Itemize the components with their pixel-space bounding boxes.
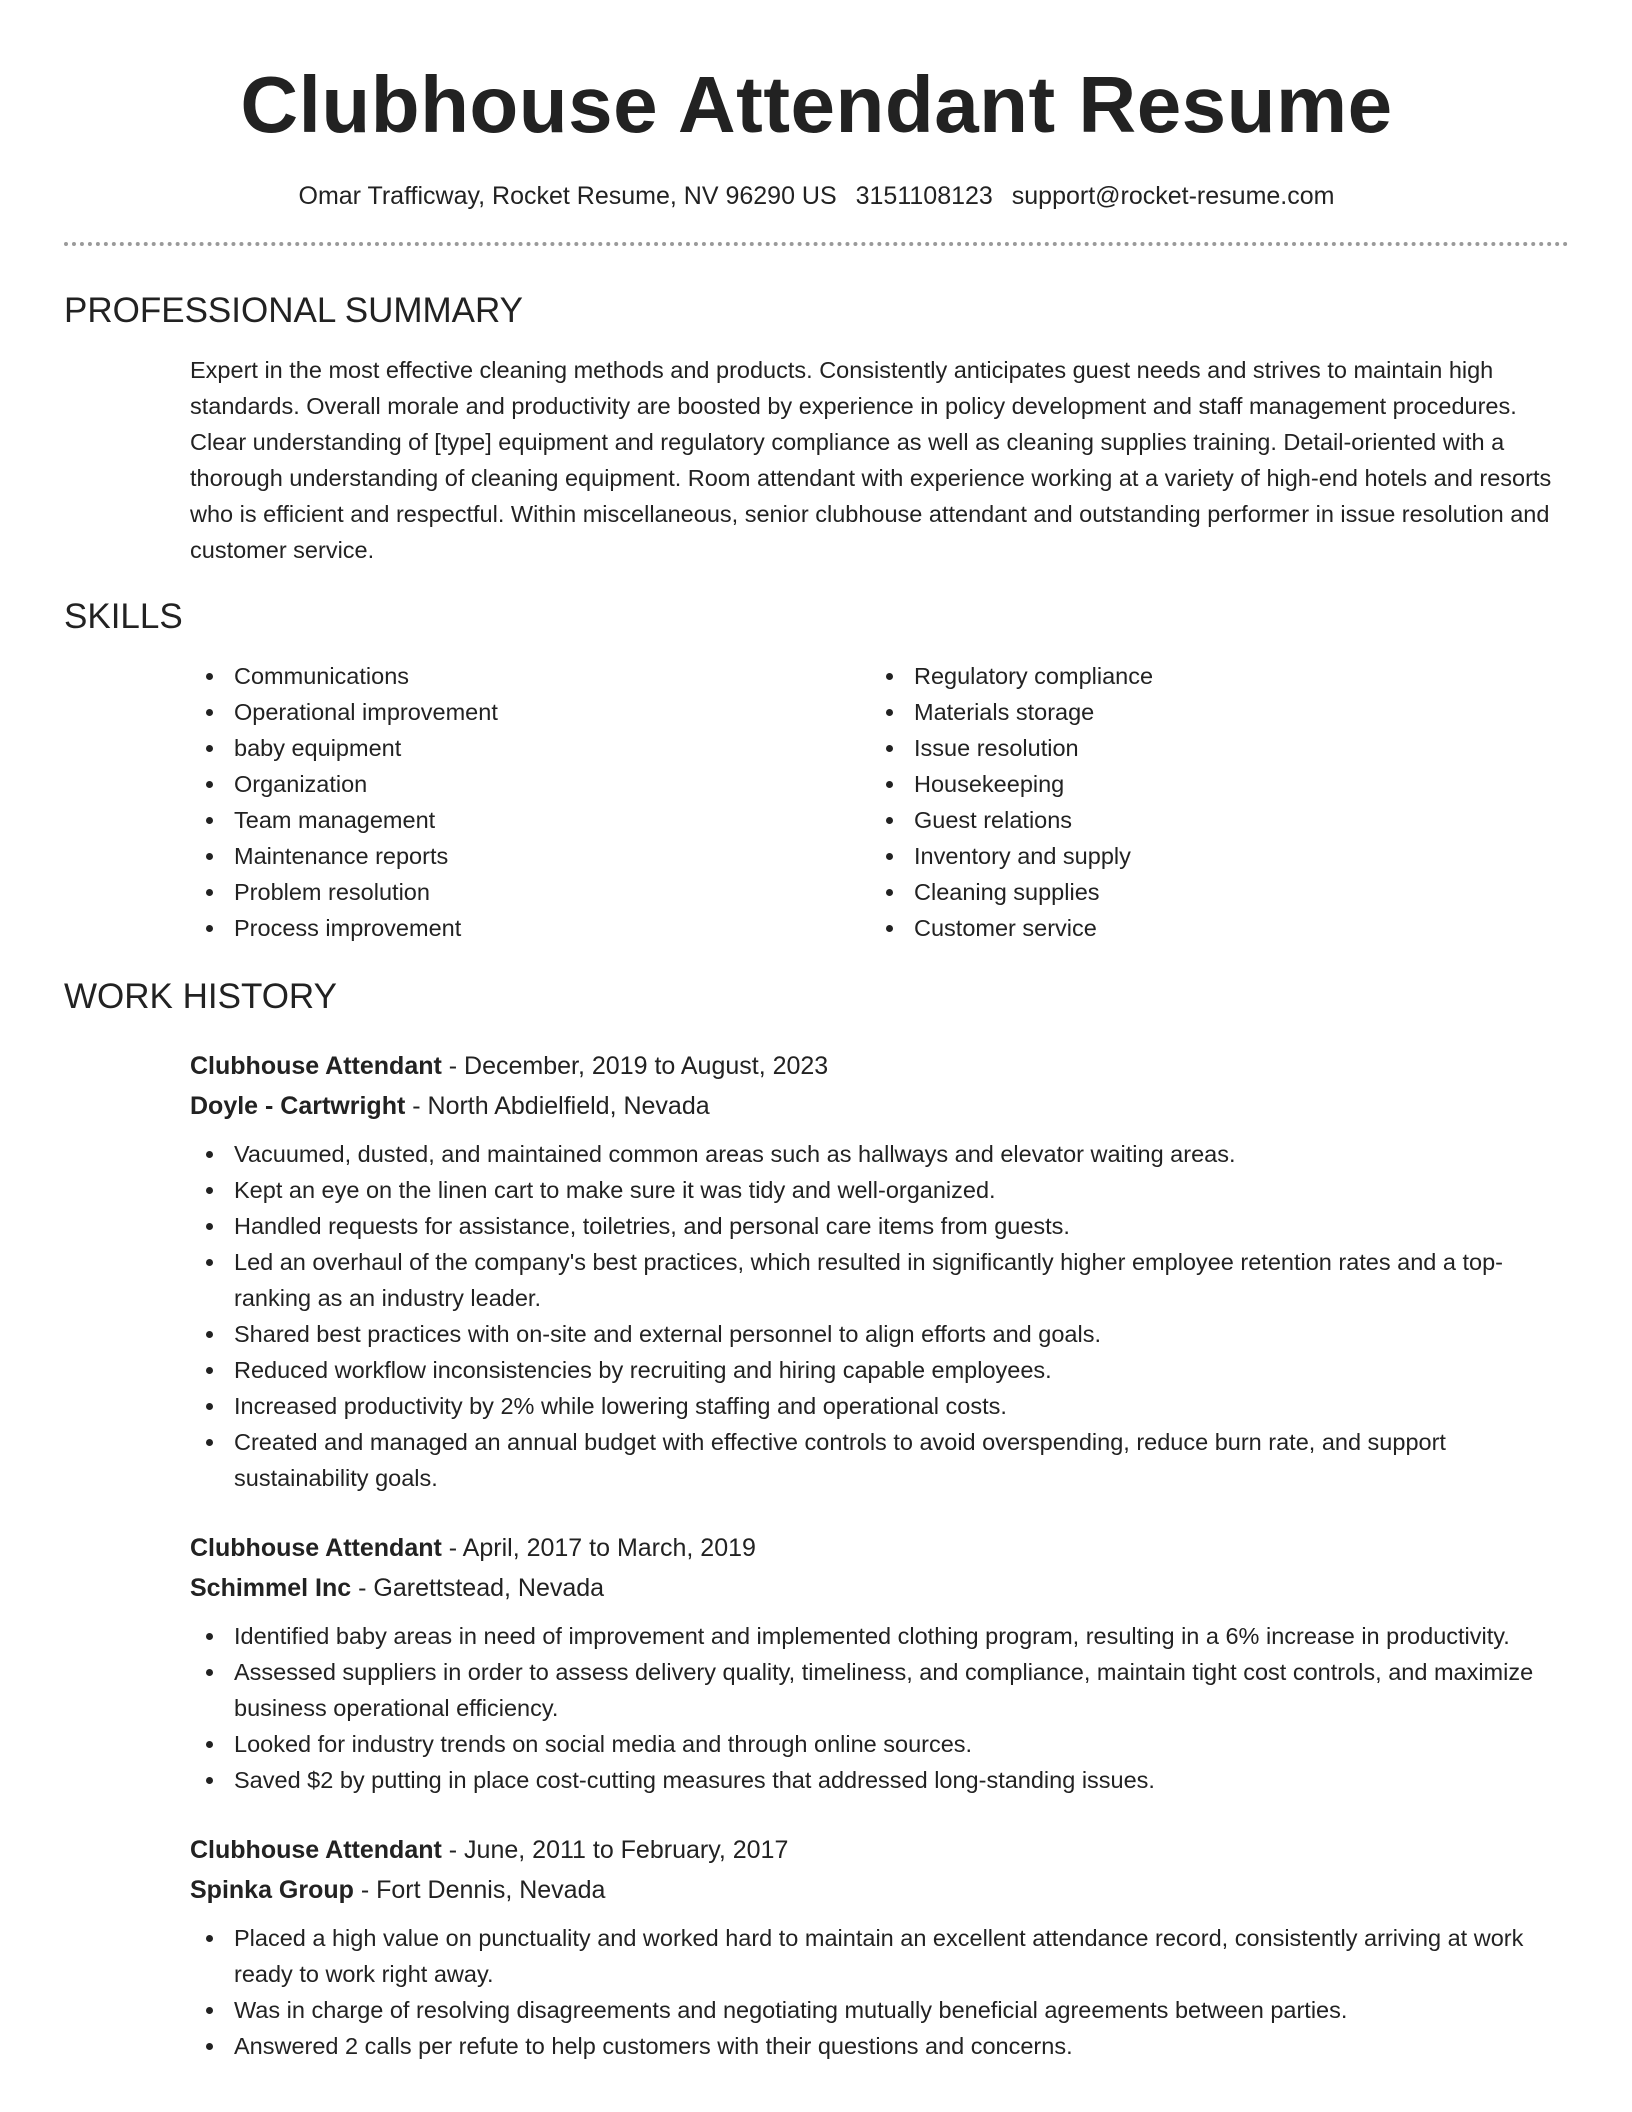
skill-item: Cleaning supplies bbox=[870, 874, 1550, 910]
job-bullets bbox=[190, 1618, 1569, 1798]
contact-phone: 3151108123 bbox=[855, 182, 993, 210]
header-divider bbox=[64, 242, 1569, 246]
job-bullet: Shared best practices with on-site and external personnel to align efforts and goals. bbox=[190, 1316, 1559, 1352]
job-company-line bbox=[190, 1086, 1569, 1126]
job-entry bbox=[64, 1046, 1569, 1496]
job-bullet: Placed a high value on punctuality and worked hard to maintain an excellent attendance record, consistently arriving at work ready to work right away. bbox=[190, 1920, 1559, 1992]
job-dates: - June, 2011 to February, 2017 bbox=[441, 1836, 789, 1864]
skill-item: Guest relations bbox=[870, 802, 1550, 838]
skill-item: Materials storage bbox=[870, 694, 1550, 730]
skills-column-left bbox=[190, 658, 870, 946]
job-bullet: Identified baby areas in need of improvement and implemented clothing program, resulting in a 6% increase in productivity. bbox=[190, 1618, 1559, 1654]
job-bullet: Vacuumed, dusted, and maintained common areas such as hallways and elevator waiting areas. bbox=[190, 1136, 1559, 1172]
job-bullet: Was in charge of resolving disagreements and negotiating mutually beneficial agreements between parties. bbox=[190, 1992, 1559, 2028]
job-bullet: Increased productivity by 2% while lowering staffing and operational costs. bbox=[190, 1388, 1559, 1424]
job-entry bbox=[64, 1830, 1569, 2064]
job-bullet: Looked for industry trends on social media and through online sources. bbox=[190, 1726, 1559, 1762]
job-entry bbox=[64, 1528, 1569, 1798]
job-bullet: Handled requests for assistance, toiletries, and personal care items from guests. bbox=[190, 1208, 1559, 1244]
skills-list bbox=[64, 658, 1569, 946]
job-bullet: Assessed suppliers in order to assess delivery quality, timeliness, and compliance, maintain tight cost controls, and maximize business operational efficiency. bbox=[190, 1654, 1559, 1726]
job-location: - Garettstead, Nevada bbox=[351, 1574, 605, 1602]
job-title-line bbox=[190, 1528, 1569, 1568]
job-bullets bbox=[190, 1136, 1569, 1496]
job-bullet: Created and managed an annual budget with effective controls to avoid overspending, reduce burn rate, and support sustainability goals. bbox=[190, 1424, 1559, 1496]
job-location: - Fort Dennis, Nevada bbox=[353, 1876, 606, 1904]
job-bullet: Reduced workflow inconsistencies by recruiting and hiring capable employees. bbox=[190, 1352, 1559, 1388]
job-bullet: Led an overhaul of the company's best practices, which resulted in significantly higher employee retention rates and a top-ranking as an industry leader. bbox=[190, 1244, 1559, 1316]
contact-address: Omar Trafficway, Rocket Resume, NV 96290 US bbox=[298, 182, 837, 210]
job-bullet: Kept an eye on the linen cart to make sure it was tidy and well-organized. bbox=[190, 1172, 1559, 1208]
skill-item: baby equipment bbox=[190, 730, 870, 766]
job-title: Clubhouse Attendant bbox=[190, 1052, 442, 1080]
skill-item: Issue resolution bbox=[870, 730, 1550, 766]
job-bullets bbox=[190, 1920, 1569, 2064]
job-bullet: Saved $2 by putting in place cost-cutting measures that addressed long-standing issues. bbox=[190, 1762, 1559, 1798]
resume-page bbox=[64, 0, 1569, 2064]
job-dates: - December, 2019 to August, 2023 bbox=[441, 1052, 829, 1080]
job-title: Clubhouse Attendant bbox=[190, 1534, 442, 1562]
job-title-line bbox=[190, 1830, 1569, 1870]
skills-heading: SKILLS bbox=[64, 597, 183, 636]
skill-item: Regulatory compliance bbox=[870, 658, 1550, 694]
skill-item: Operational improvement bbox=[190, 694, 870, 730]
skill-item: Housekeeping bbox=[870, 766, 1550, 802]
job-title: Clubhouse Attendant bbox=[190, 1836, 442, 1864]
skill-item: Process improvement bbox=[190, 910, 870, 946]
job-company-line bbox=[190, 1568, 1569, 1608]
resume-title: Clubhouse Attendant Resume bbox=[240, 60, 1393, 149]
skill-item: Problem resolution bbox=[190, 874, 870, 910]
summary-text: Expert in the most effective cleaning methods and products. Consistently anticipates guest needs and strives to maintain high standards. Overall morale and productivity are boosted by experience in policy development and staff management procedures. Clear understanding of [type] equipment and regulatory compliance as well as cleaning supplies training. Detail-oriented with a thorough understanding of cleaning equipment. Room attendant with experience working at a variety of high-end hotels and resorts who is efficient and respectful. Within miscellaneous, senior clubhouse attendant and outstanding performer in issue resolution and customer service. bbox=[190, 357, 1552, 563]
contact-email[interactable]: support@rocket-resume.com bbox=[1011, 182, 1335, 210]
contact-line bbox=[64, 180, 1569, 212]
job-dates: - April, 2017 to March, 2019 bbox=[441, 1534, 756, 1562]
job-company: Schimmel Inc bbox=[190, 1574, 352, 1602]
job-title-line bbox=[190, 1046, 1569, 1086]
job-location: - North Abdielfield, Nevada bbox=[405, 1092, 710, 1120]
skill-item: Inventory and supply bbox=[870, 838, 1550, 874]
job-company: Spinka Group bbox=[190, 1876, 354, 1904]
skills-column-right bbox=[870, 658, 1550, 946]
job-company-line bbox=[190, 1870, 1569, 1910]
job-bullet: Answered 2 calls per refute to help customers with their questions and concerns. bbox=[190, 2028, 1559, 2064]
work-history-heading: WORK HISTORY bbox=[64, 977, 337, 1016]
skill-item: Communications bbox=[190, 658, 870, 694]
skill-item: Maintenance reports bbox=[190, 838, 870, 874]
skill-item: Organization bbox=[190, 766, 870, 802]
summary-heading: PROFESSIONAL SUMMARY bbox=[64, 291, 523, 330]
skill-item: Customer service bbox=[870, 910, 1550, 946]
skill-item: Team management bbox=[190, 802, 870, 838]
job-company: Doyle - Cartwright bbox=[190, 1092, 406, 1120]
